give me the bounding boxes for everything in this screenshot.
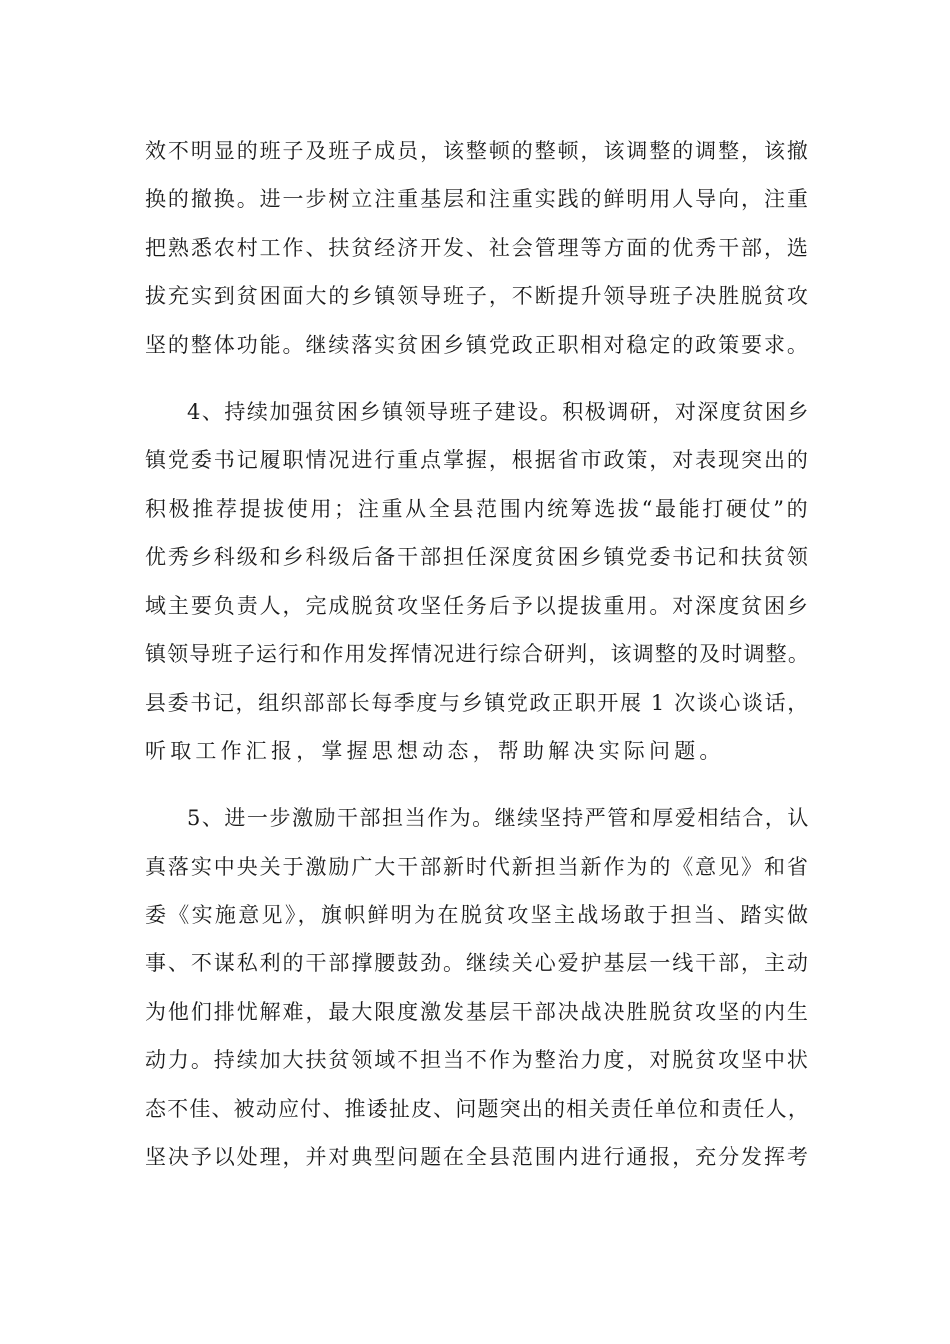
text-line: 听取工作汇报，掌握思想动态，帮助解决实际问题。 (145, 739, 725, 763)
text-line: 效不明显的班子及班子成员，该整顿的整顿，该调整的调整，该撤 (145, 139, 810, 163)
text-line: 换的撤换。进一步树立注重基层和注重实践的鲜明用人导向，注重 (145, 187, 810, 211)
text-line: 4、持续加强贫困乡镇领导班子建设。积极调研，对深度贫困乡 (187, 400, 810, 424)
text-line: 为他们排忧解难，最大限度激发基层干部决战决胜脱贫攻坚的内生 (145, 1000, 810, 1024)
text-line: 态不佳、被动应付、推诿扯皮、问题突出的相关责任单位和责任人， (145, 1097, 810, 1121)
text-line: 委《实施意见》，旗帜鲜明为在脱贫攻坚主战场敢于担当、踏实做 (145, 903, 811, 927)
text-line: 坚的整体功能。继续落实贫困乡镇党政正职相对稳定的政策要求。 (145, 333, 810, 357)
text-line: 县委书记，组织部部长每季度与乡镇党政正职开展 1 次谈心谈话， (145, 691, 810, 715)
text-line: 优秀乡科级和乡科级后备干部担任深度贫困乡镇党委书记和扶贫领 (145, 545, 810, 569)
text-line: 积极推荐提拔使用；注重从全县范围内统筹选拔“最能打硬仗”的 (145, 497, 811, 521)
text-line: 坚决予以处理，并对典型问题在全县范围内进行通报，充分发挥考 (145, 1145, 810, 1169)
text-line: 镇党委书记履职情况进行重点掌握，根据省市政策，对表现突出的 (145, 448, 810, 472)
text-line: 域主要负责人，完成脱贫攻坚任务后予以提拔重用。对深度贫困乡 (145, 594, 810, 618)
text-line: 拔充实到贫困面大的乡镇领导班子，不断提升领导班子决胜脱贫攻 (145, 284, 810, 308)
text-line: 5、进一步激励干部担当作为。继续坚持严管和厚爱相结合，认 (187, 806, 810, 830)
text-line: 真落实中央关于激励广大干部新时代新担当新作为的《意见》和省 (145, 855, 810, 879)
text-line: 事、不谋私利的干部撑腰鼓劲。继续关心爱护基层一线干部，主动 (145, 951, 810, 975)
text-line: 把熟悉农村工作、扶贫经济开发、社会管理等方面的优秀干部，选 (145, 236, 810, 260)
text-line: 动力。持续加大扶贫领域不担当不作为整治力度，对脱贫攻坚中状 (145, 1048, 810, 1072)
text-line: 镇领导班子运行和作用发挥情况进行综合研判，该调整的及时调整。 (145, 642, 810, 666)
